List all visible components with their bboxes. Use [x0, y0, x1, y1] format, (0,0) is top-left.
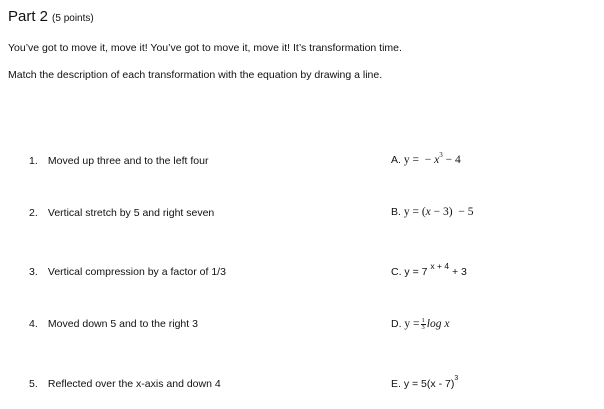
- equation-rest: − 4: [445, 154, 461, 166]
- page-title: [8, 8, 94, 25]
- equation-x: x: [425, 206, 431, 218]
- description-5: [29, 378, 221, 390]
- equation-exponent: 3: [439, 151, 443, 159]
- part-title: Part 2: [8, 8, 49, 25]
- equation-lhs: y = (: [403, 206, 426, 218]
- description-number: 4.: [29, 318, 38, 330]
- instructions: Match the description of each transformation with the equation by drawing a line.: [8, 69, 383, 81]
- equation-label: C.: [391, 266, 402, 278]
- equation-d: [391, 318, 449, 331]
- description-3: [29, 266, 226, 278]
- equation-e: [391, 375, 459, 390]
- description-number: 5.: [29, 378, 38, 390]
- fraction-numerator: 1: [421, 317, 425, 324]
- description-text: Vertical compression by a factor of 1/3: [47, 266, 226, 278]
- equation-equals: =: [412, 154, 419, 166]
- equation-exponent: 3: [454, 375, 459, 382]
- equation-rest: + 3: [452, 266, 467, 278]
- equation-exponent: x + 4: [430, 261, 450, 271]
- description-number: 1.: [29, 155, 38, 167]
- description-text: Moved up three and to the left four: [47, 155, 209, 167]
- equation-a: [391, 151, 461, 166]
- description-2: [29, 207, 214, 219]
- equation-x: x: [434, 154, 440, 166]
- description-text: Reflected over the x-axis and down 4: [47, 378, 221, 390]
- description-text: Vertical stretch by 5 and right seven: [47, 207, 215, 219]
- equation-neg: −: [424, 154, 432, 166]
- equation-lhs: y = 5(x - 7): [403, 378, 455, 390]
- equation-label: E.: [391, 378, 401, 390]
- equation-lhs: y = 7: [404, 266, 428, 278]
- points-label: (5 points): [52, 13, 94, 24]
- equation-b: [391, 206, 473, 218]
- equation-label: A.: [391, 154, 401, 166]
- equation-function: log: [426, 318, 442, 331]
- fraction-denominator: 3: [421, 324, 425, 331]
- equation-c: [391, 261, 467, 278]
- equation-x: x: [444, 318, 450, 331]
- equation-var: y: [403, 154, 410, 166]
- equation-label: D.: [391, 318, 402, 331]
- description-4: [29, 318, 198, 330]
- description-text: Moved down 5 and to the right 3: [47, 318, 198, 330]
- fraction: [421, 318, 426, 331]
- description-number: 3.: [29, 266, 38, 278]
- description-number: 2.: [29, 207, 38, 219]
- equation-lhs: y =: [404, 318, 420, 331]
- equation-label: B.: [391, 206, 401, 218]
- description-1: [29, 155, 208, 167]
- intro-line-1: You’ve got to move it, move it! You’ve got to move it, move it! It’s transformation time.: [8, 42, 402, 54]
- equation-rest: − 3) − 5: [430, 206, 474, 218]
